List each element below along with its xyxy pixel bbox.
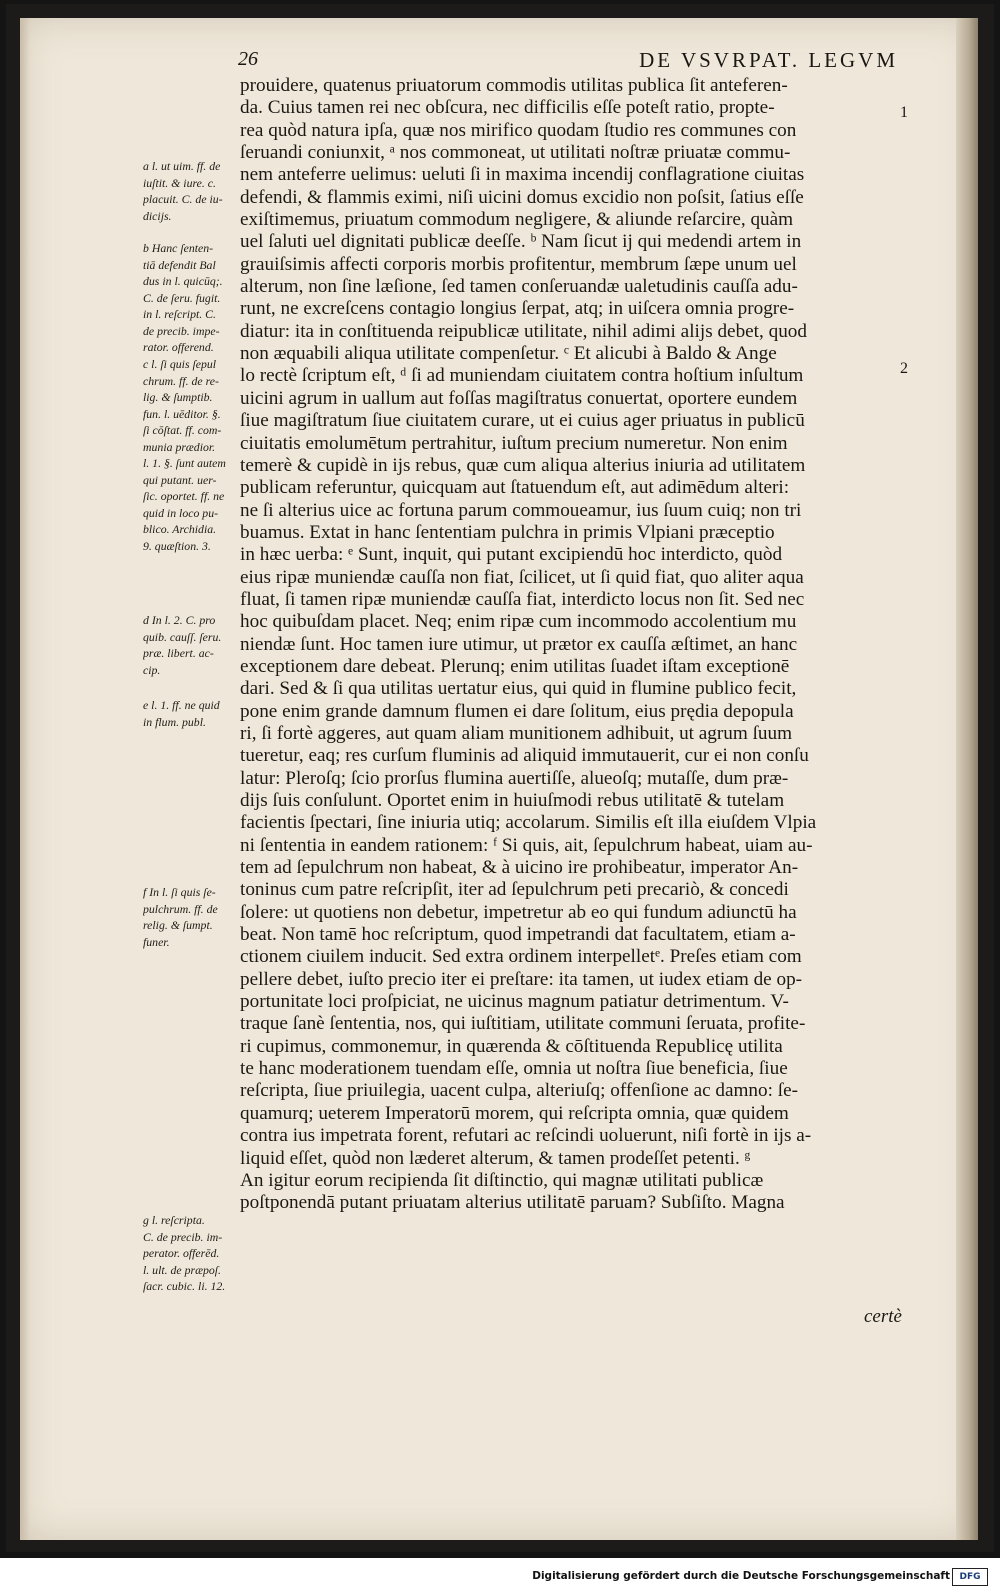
note-line: placuit. C. de iu-	[143, 192, 223, 206]
text-line: tueretur, eaq; res curſum fluminis ad aliquid immutauerit, cur ei non conſu	[240, 745, 809, 767]
running-head-title: DE VSVRPAT. LEGVM	[639, 48, 898, 72]
note-line: relig. & ſumpt.	[143, 918, 213, 932]
running-head	[238, 48, 898, 74]
margin-numeral-1: 1	[900, 104, 908, 121]
note-line: b Hanc ſenten-	[143, 241, 214, 255]
text-line: hoc quibuſdam placet. Neq; enim ripæ cum incommodo accolentium mu	[240, 611, 797, 633]
body-text	[240, 75, 900, 1215]
note-line: qui putant. uer-	[143, 472, 217, 487]
text-line: in hæc uerba: ᵉ Sunt, inquit, qui putant excipiendū hoc interdicto, quòd	[240, 544, 783, 566]
text-line: toninus cum patre reſcripſit, iter ad ſepulchrum peti precariò, & concedi	[240, 879, 789, 901]
footer-credit: Digitalisierung gefördert durch die Deutsche Forschungsgemeinschaft	[532, 1570, 950, 1582]
digitization-footer	[0, 1558, 1000, 1593]
note-line: f In l. ſi quis ſe-	[143, 885, 216, 899]
marginal-note-f	[143, 884, 258, 950]
note-line: chrum. ff. de re-	[143, 373, 219, 388]
text-line: pone enim grande damnum flumen ei dare ſolitum, eius prędia depopula	[240, 700, 794, 722]
catchword: certè	[864, 1306, 902, 1327]
text-line: pellere debet, iuſto precio iter ei preſtare: ita tamen, ut iudex etiam de op-	[240, 968, 803, 990]
note-line: quid in loco pu-	[143, 505, 219, 520]
text-line: liquid eſſet, quòd non læderet alterum, & tamen prodeſſet petenti. ᵍ	[240, 1147, 751, 1169]
note-line: 9. quæſtion. 3.	[143, 538, 211, 553]
note-line: l. 1. §. ſunt autem	[143, 456, 226, 470]
note-line: tiā defendit Bal	[143, 257, 216, 272]
note-line: iuſtit. & iure. c.	[143, 175, 216, 190]
marginal-note-g	[143, 1212, 258, 1295]
marginal-note-b	[143, 240, 258, 356]
text-line: diatur: ita in conſtituenda reipublicæ utilitate, nihil adimi alijs debet, quod	[240, 320, 807, 342]
note-line: e l. 1. ff. ne quid	[143, 698, 220, 712]
text-line: prouidere, quatenus priuatorum commodis utilitas publica ſit anteferen-	[240, 75, 788, 96]
note-line: dus in l. quicūq;.	[143, 274, 223, 288]
text-line: An igitur eorum recipienda ſit diſtinctio, qui magnæ utilitati publicæ	[240, 1169, 764, 1191]
text-line: poſtponendā putant priuatam alterius utilitatē paruam? Subſiſto. Magna	[240, 1192, 785, 1214]
text-line: beat. Non tamē hoc reſcriptum, quod impetrandi dat facultatem, etiam a-	[240, 924, 796, 946]
text-line: quamurq; ueterem Imperatorū morem, qui reſcripta omnia, quæ quidem	[240, 1102, 789, 1124]
text-line: publicam referuntur, quicquam aut ſtatuendum eſt, aut adimēdum alteri:	[240, 477, 790, 499]
text-line: traque ſanè ſententia, nos, qui iuſtitiam, utilitate communi ſeruata, profite-	[240, 1013, 806, 1035]
note-line: pulchrum. ff. de	[143, 901, 218, 916]
marginal-note-a	[143, 158, 258, 224]
note-line: lig. & ſumptib.	[143, 390, 213, 404]
text-line: facientis ſpectari, ſine iniuria utiq; accolarum. Similis eſt illa eiuſdem Vlpia	[240, 812, 817, 834]
text-line: contra ius impetrata forent, refutari ac reſcindi uoluerunt, niſi fortè in ijs a-	[240, 1125, 812, 1147]
text-line: te hanc moderationem tuendam eſſe, omnia ut noſtra ſiue beneficia, ſiue	[240, 1058, 788, 1080]
dfg-logo-icon: DFG	[952, 1568, 988, 1586]
text-line: defendi, & flammis eximi, niſi uicini domus excidio non poſsit, ſatius eſſe	[240, 186, 804, 208]
text-line: dijs ſuis conſulunt. Oportet enim in huiuſmodi rebus utilitatē & tutelam	[240, 790, 785, 811]
text-line: fluat, ſi tamen ripæ muniendæ cauſſa fiat, interdicto locus non ſit. Sed nec	[240, 588, 805, 610]
text-line: latur: Pleroſq; ſcio prorſus flumina auertiſſe, alueoſq; mutaſſe, dum præ-	[240, 767, 789, 789]
text-line: dari. Sed & ſi qua utilitas uertatur eius, qui quid in flumine publico fecit,	[240, 678, 797, 700]
text-line: temerè & cupidè in ijs rebus, quæ cum aliqua alterius iniuria ad utilitatem	[240, 454, 806, 476]
text-line: ni ſententia in eandem rationem: ᶠ Si quis, ait, ſepulchrum habeat, uiam au-	[240, 834, 813, 856]
text-line: runt, ne excreſcens contagio longius ſerpat, atq; in uiſcera omnia progre-	[240, 298, 795, 320]
note-line: in l. reſcript. C.	[143, 307, 216, 321]
text-line: ſolere: ut quotiens non debetur, impetretur ab eo qui fundum adiunctū ha	[240, 901, 797, 923]
text-line: grauiſsimis affecti corporis morbis profitentur, membrum ſæpe unum uel	[240, 253, 797, 275]
text-line: ri cupimus, commonemur, in quærenda & cōſtituenda Republicę utilita	[240, 1035, 783, 1057]
note-line: C. de ſeru. fugit.	[143, 290, 221, 305]
note-line: c l. ſi quis ſepul	[143, 357, 217, 371]
note-line: g l. reſcripta.	[143, 1213, 205, 1227]
page-gutter-shadow	[20, 18, 30, 1540]
text-line: lo rectè ſcriptum eſt, ᵈ ſi ad muniendam ciuitatem contra hoſtium inſultum	[240, 365, 804, 387]
page-edge	[956, 18, 978, 1540]
note-line: præ. libert. ac-	[143, 646, 214, 660]
text-line: ſeruandi coniunxit, ᵃ nos commoneat, ut utilitati noſtræ priuatæ commu-	[240, 142, 791, 164]
text-line: ri, ſi fortè aggeres, aut quam aliam munitionem adhibuit, ut agrum ſuum	[240, 722, 793, 744]
marginal-note-d	[143, 612, 258, 678]
text-line: da. Cuius tamen rei nec obſcura, nec difficilis eſſe poteſt ratio, propte-	[240, 97, 775, 119]
text-line: exceptionem dare debeat. Plerunq; enim utilitas ſuadet iſtam exceptionē	[240, 655, 790, 677]
note-line: dicijs.	[143, 208, 172, 223]
note-line: ſi cōſtat. ff. com-	[143, 423, 222, 437]
note-line: cip.	[143, 662, 161, 677]
note-line: rator. offerend.	[143, 340, 214, 354]
text-line: rea quòd natura ipſa, quæ nos mirifico quodam ſtudio res communes con	[240, 119, 797, 141]
note-line: ſic. oportet. ff. ne	[143, 489, 225, 503]
note-line: funer.	[143, 934, 170, 949]
note-line: ſacr. cubic. li. 12.	[143, 1279, 226, 1293]
text-line: uicini agrum in uallum aut foſſas magiſtratus conuertat, oportere eundem	[240, 387, 798, 409]
text-line: ſiue magiſtratum ſiue ciuitatem curare, ut ei cuius ager priuatus in publicū	[240, 410, 805, 432]
note-line: C. de precib. im-	[143, 1229, 223, 1244]
note-line: l. ult. de præpoſ.	[143, 1262, 221, 1277]
text-line: niendæ ſunt. Hoc tamen iure utimur, ut prætor ex cauſſa æſtimet, an hanc	[240, 633, 798, 655]
text-line: portunitate loci proſpiciat, ne uicinus magnum patiatur detrimentum. V-	[240, 991, 789, 1013]
note-line: fun. l. uēditor. §.	[143, 406, 221, 421]
note-line: munia prædior.	[143, 439, 216, 454]
text-line: tem ad ſepulchrum non habeat, & à uicino ire prohibeatur, imperator An-	[240, 857, 799, 879]
text-line: ciuitatis emolumētum pertrahitur, iuſtum precium numeretur. Non enim	[240, 432, 788, 454]
text-line: alterum, non ſine læſione, ſed tamen conſeruandæ ualetudinis cauſſa adu-	[240, 276, 798, 298]
text-line: eius ripæ muniendæ cauſſa non fiat, ſcilicet, ut ſi quid fiat, quo aliter aqua	[240, 566, 804, 588]
note-line: a l. ut uim. ff. de	[143, 159, 221, 173]
text-line: ctionem ciuilem inducit. Sed extra ordinem interpelletᵉ. Preſes etiam com	[240, 946, 802, 968]
note-line: d In l. 2. C. pro	[143, 613, 216, 627]
note-line: perator. offerēd.	[143, 1246, 220, 1260]
margin-numeral-2: 2	[900, 360, 908, 377]
text-line: uel ſaluti uel dignitati publicæ deeſſe. ᵇ Nam ſicut ij qui medendi artem in	[240, 231, 802, 253]
text-line: exiſtimemus, priuatum commodum negligere, & aliunde reſarcire, quàm	[240, 209, 794, 231]
text-line: non æquabili aliqua utilitate compenſetur. ᶜ Et alicubi à Baldo & Ange	[240, 343, 777, 365]
text-line: reſcripta, ſiue priuilegia, uacent culpa, alteriuſq; offenſione ac damno: ſe-	[240, 1080, 798, 1102]
page-number: 26	[238, 48, 258, 70]
note-line: quib. cauſſ. ſeru.	[143, 629, 222, 644]
marginal-note-e	[143, 697, 258, 730]
text-line: ne ſi alterius uice ac fortuna parum commoueamur, ius ſuum cuiq; non tri	[240, 499, 802, 521]
note-line: de precib. impe-	[143, 323, 220, 338]
marginal-note-c	[143, 356, 258, 554]
note-line: in flum. publ.	[143, 714, 206, 729]
text-line: buamus. Extat in hanc ſententiam pulchra in primis Vlpiani præceptio	[240, 521, 775, 543]
note-line: blico. Archidia.	[143, 522, 217, 536]
text-line: nem anteferre uelimus: ueluti ſi in maxima incendij conflagratione ciuitas	[240, 164, 805, 186]
